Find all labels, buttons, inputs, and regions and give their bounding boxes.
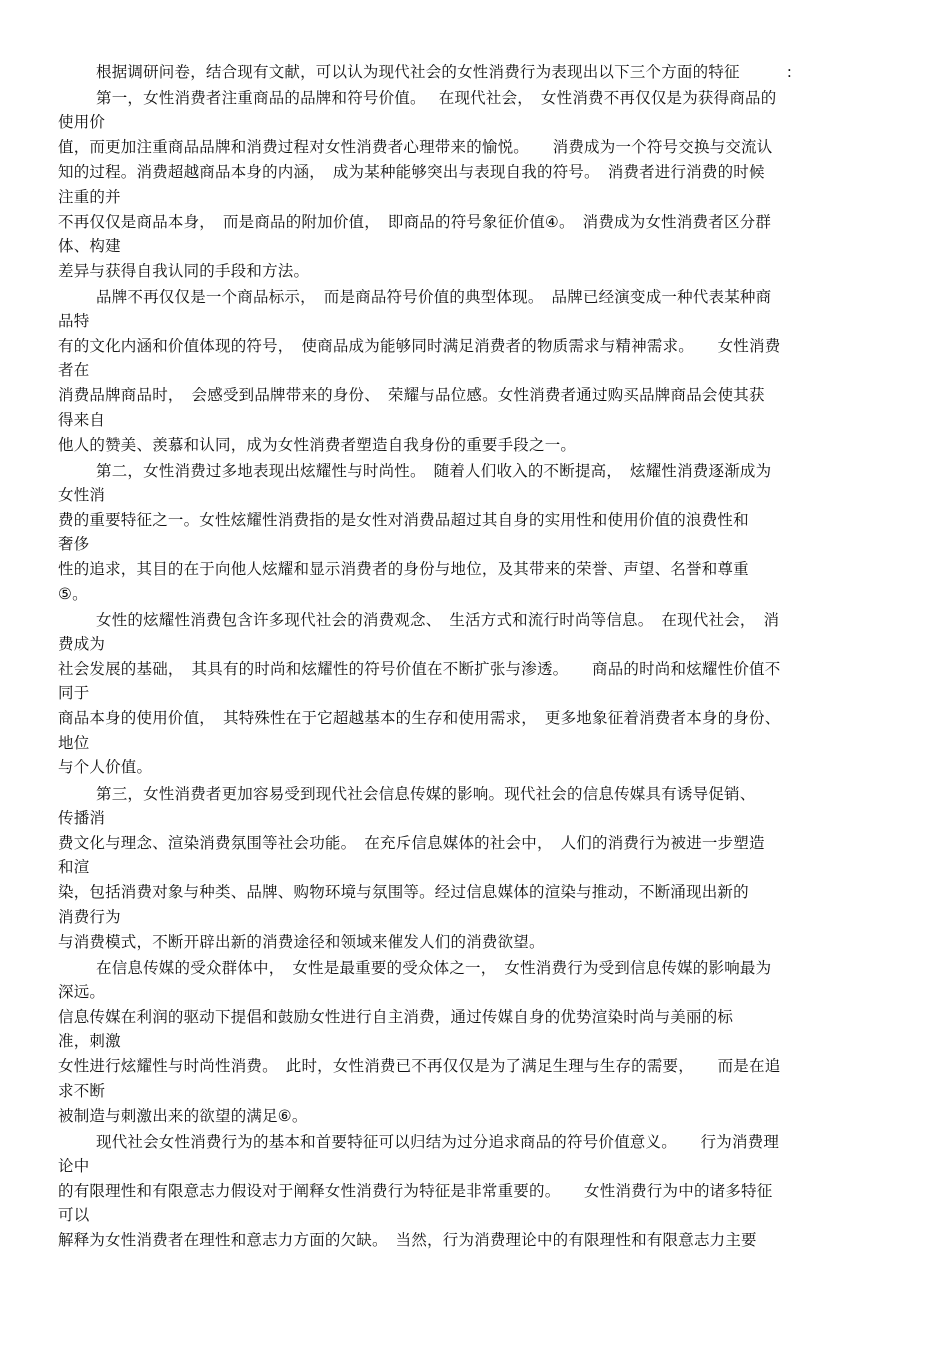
text-line: 品特	[58, 312, 90, 330]
text-line: 被制造与刺激出来的欲望的满足⑥。	[58, 1107, 308, 1125]
text-line: 费成为	[58, 635, 106, 653]
text-line: 女性进行炫耀性与时尚性消费。 此时，女性消费已不再仅仅是为了满足生理与生存的需要， 而是在追	[58, 1057, 781, 1075]
text-line: 与个人价值。	[58, 758, 153, 776]
text-line: 差异与获得自我认同的手段和方法。	[58, 262, 310, 280]
text-line: 的有限理性和有限意志力假设对于阐释女性消费行为特征是非常重要的。 女性消费行为中的诸多特征	[58, 1182, 773, 1200]
text-line: 第二，女性消费过多地表现出炫耀性与时尚性。 随着人们收入的不断提高， 炫耀性消费逐渐成为	[96, 462, 772, 480]
text-line: ⑤。	[58, 585, 88, 603]
text-line: 消费品牌商品时， 会感受到品牌带来的身份、 荣耀与品位感。女性消费者通过购买品牌商品会使其获	[58, 386, 765, 404]
text-line: 现代社会女性消费行为的基本和首要特征可以归结为过分追求商品的符号价值意义。 行为消费理	[96, 1133, 780, 1151]
text-line: 传播消	[58, 809, 106, 827]
text-line: 染，包括消费对象与种类、品牌、购物环境与氛围等。经过信息媒体的渲染与推动，不断涌现出新的	[58, 883, 749, 901]
text-line: 者在	[58, 361, 90, 379]
text-line: 品牌不再仅仅是一个商品标示， 而是商品符号价值的典型体现。 品牌已经演变成一种代表某种商	[96, 288, 772, 306]
text-line: 根据调研问卷，结合现有文献，可以认为现代社会的女性消费行为表现出以下三个方面的特征 :	[96, 63, 793, 81]
text-line: 论中	[58, 1157, 90, 1175]
text-line: 使用价	[58, 113, 106, 131]
text-line: 可以	[58, 1206, 90, 1224]
text-line: 第一，女性消费者注重商品的品牌和符号价值。 在现代社会， 女性消费不再仅仅是为获得商品的	[96, 89, 777, 107]
text-line: 费的重要特征之一。女性炫耀性消费指的是女性对消费品超过其自身的实用性和使用价值的浪费性和	[58, 511, 749, 529]
text-line: 商品本身的使用价值， 其特殊性在于它超越基本的生存和使用需求， 更多地象征着消费者本身的身份、	[58, 709, 781, 727]
text-line: 有的文化内涵和价值体现的符号， 使商品成为能够同时满足消费者的物质需求与精神需求。 女性消费	[58, 337, 781, 355]
text-line: 女性消	[58, 486, 106, 504]
text-line: 消费行为	[58, 908, 121, 926]
text-line: 得来自	[58, 411, 106, 429]
text-line: 同于	[58, 684, 90, 702]
text-line: 求不断	[58, 1082, 106, 1100]
text-line: 社会发展的基础， 其具有的时尚和炫耀性的符号价值在不断扩张与渗透。 商品的时尚和炫耀性价值不	[58, 660, 781, 678]
text-line: 在信息传媒的受众群体中， 女性是最重要的受众体之一， 女性消费行为受到信息传媒的影响最为	[96, 959, 772, 977]
text-line: 地位	[58, 734, 90, 752]
text-line: 和渲	[58, 858, 90, 876]
text-line: 知的过程。消费超越商品本身的内涵， 成为某种能够突出与表现自我的符号。 消费者进行消费的时候	[58, 163, 765, 181]
text-line: 女性的炫耀性消费包含许多现代社会的消费观念、 生活方式和流行时尚等信息。 在现代社会， 消	[96, 611, 780, 629]
text-line: 信息传媒在利润的驱动下提倡和鼓励女性进行自主消费，通过传媒自身的优势渲染时尚与美丽的标	[58, 1008, 734, 1026]
text-line: 性的追求，其目的在于向他人炫耀和显示消费者的身份与地位，及其带来的荣誉、声望、名誉和尊重	[58, 560, 749, 578]
text-line: 与消费模式，不断开辟出新的消费途径和领域来催发人们的消费欲望。	[58, 933, 545, 951]
text-line: 值，而更加注重商品品牌和消费过程对女性消费者心理带来的愉悦。 消费成为一个符号交换与交流认	[58, 138, 773, 156]
text-line: 深远。	[58, 983, 106, 1001]
text-line: 第三，女性消费者更加容易受到现代社会信息传媒的影响。现代社会的信息传媒具有诱导促销、	[96, 785, 756, 803]
text-line: 注重的并	[58, 188, 121, 206]
text-line: 他人的赞美、羡慕和认同，成为女性消费者塑造自我身份的重要手段之一。	[58, 436, 577, 454]
text-line: 准，刺激	[58, 1032, 121, 1050]
text-line: 不再仅仅是商品本身， 而是商品的附加价值， 即商品的符号象征价值④。 消费成为女性消费者区分群	[58, 213, 772, 231]
text-line: 解释为女性消费者在理性和意志力方面的欠缺。 当然，行为消费理论中的有限理性和有限意志力主要	[58, 1231, 757, 1249]
text-line: 奢侈	[58, 535, 90, 553]
text-line: 费文化与理念、渲染消费氛围等社会功能。 在充斥信息媒体的社会中， 人们的消费行为被进一步塑造	[58, 834, 765, 852]
text-line: 体、构建	[58, 237, 121, 255]
